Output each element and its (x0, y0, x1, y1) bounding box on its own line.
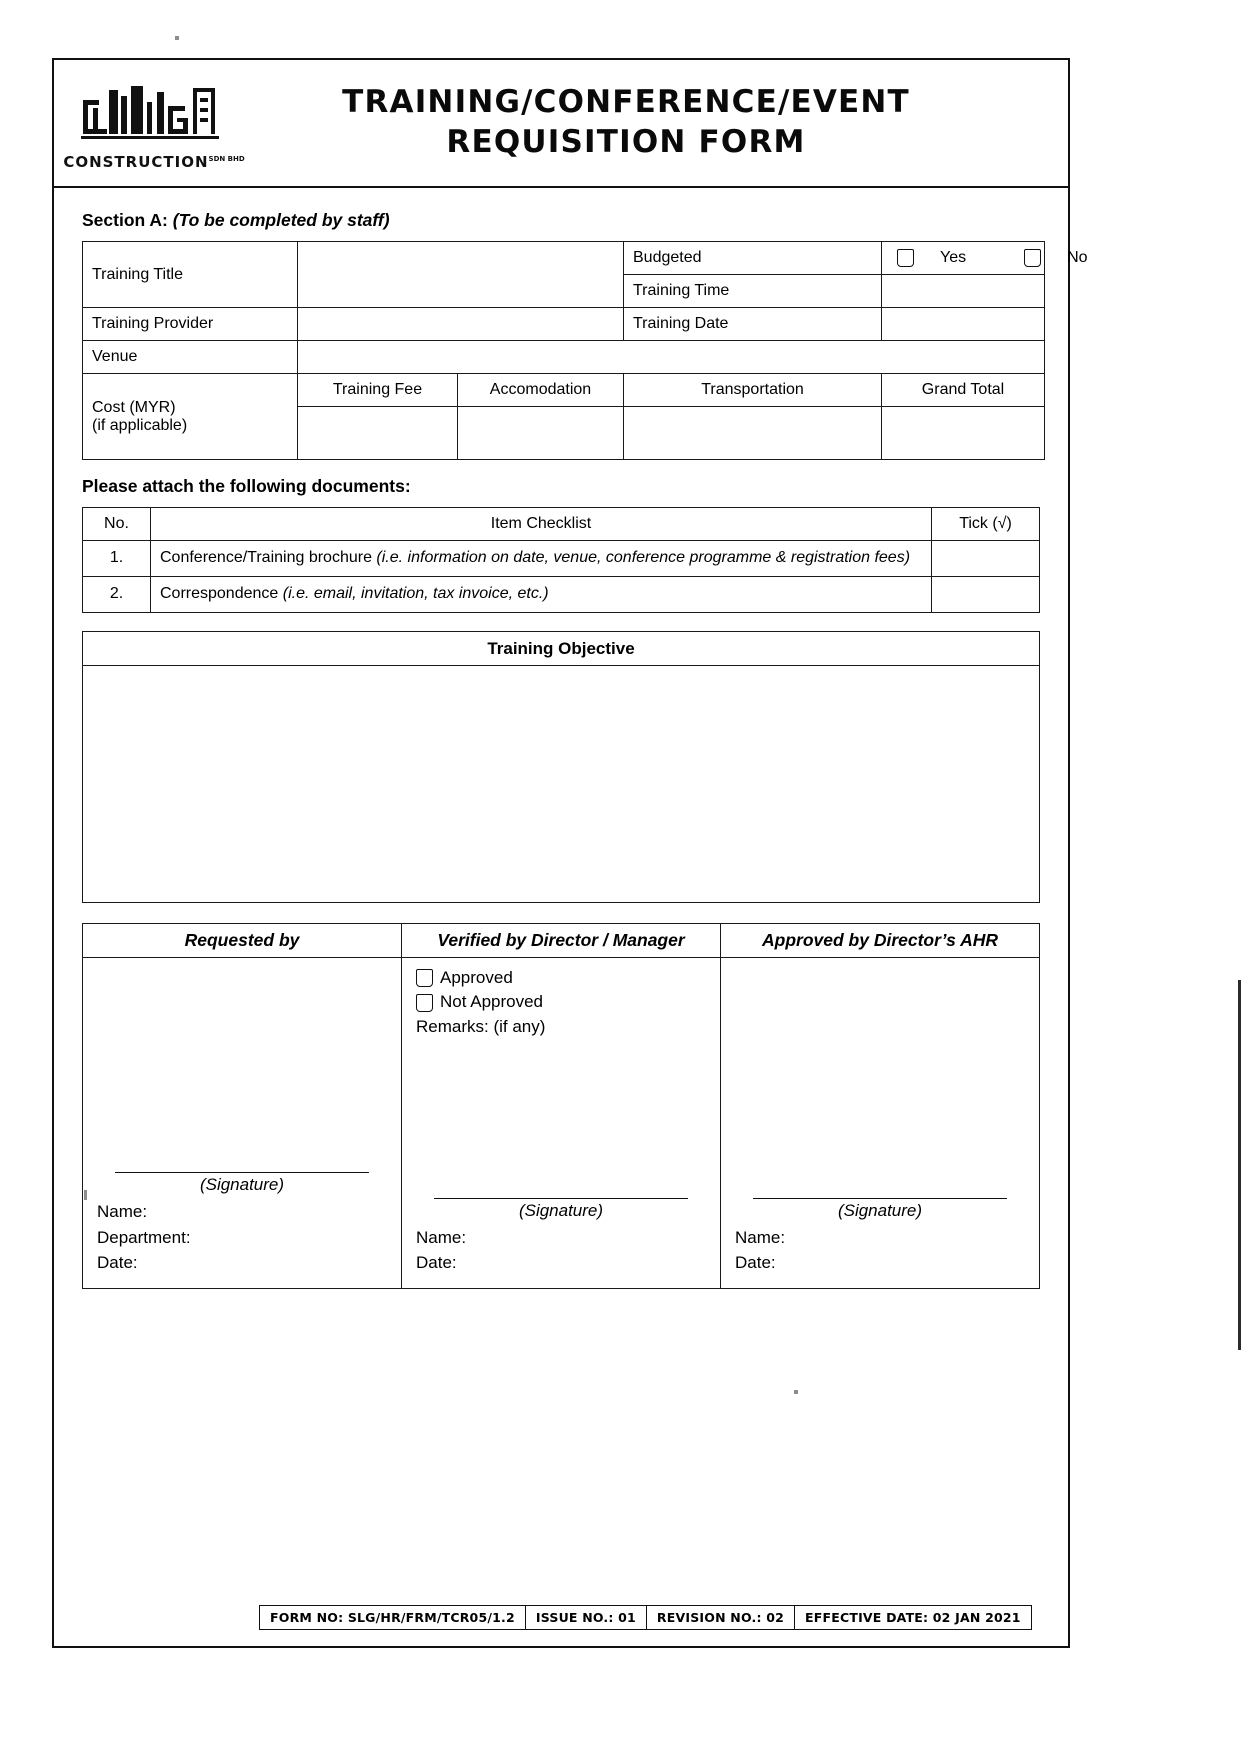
section-a-label: Section A: (To be completed by staff) (82, 210, 390, 230)
signoff-fields-requested (97, 1199, 387, 1276)
field-accomodation[interactable] (458, 407, 624, 460)
header-tick: Tick (√) (932, 508, 1040, 541)
signature-rule (753, 1198, 1007, 1199)
field-training-fee[interactable] (298, 407, 458, 460)
signature-caption-approved: (Signature) (837, 1200, 923, 1220)
checklist-item-2: Correspondence (i.e. email, invitation, tax invoice, etc.) (151, 576, 932, 612)
label-training-provider: Training Provider (83, 308, 298, 341)
label-budgeted-yes: Yes (940, 249, 967, 266)
scan-speck (794, 1390, 798, 1394)
budgeted-choice[interactable] (882, 242, 1088, 275)
signoff-approved-by (721, 924, 1039, 1288)
attachments-heading: Please attach the following documents: (82, 476, 411, 496)
label-venue: Venue (83, 341, 298, 374)
header-item-checklist: Item Checklist (151, 508, 932, 541)
signature-area-requested[interactable] (97, 966, 387, 1173)
field-training-provider[interactable] (298, 308, 624, 341)
checklist-no-1: 1. (83, 541, 151, 577)
checklist-tick-1[interactable] (932, 541, 1040, 577)
signoff-section (82, 923, 1040, 1289)
form-title (254, 83, 1068, 162)
signature-rule (434, 1198, 688, 1199)
signoff-verified-by (402, 924, 721, 1288)
scan-speck (84, 1190, 87, 1200)
label-remarks: Remarks: (if any) (416, 1016, 546, 1036)
training-objective-input[interactable] (83, 666, 1039, 902)
signoff-requested-by (83, 924, 402, 1288)
header-accomodation: Accomodation (458, 374, 624, 407)
signature-area-verified[interactable] (416, 1037, 706, 1198)
signature-caption-verified: (Signature) (518, 1200, 604, 1220)
header-no: No. (83, 508, 151, 541)
form-footer (259, 1605, 1032, 1630)
label-budgeted-no: No (1067, 249, 1088, 266)
checkbox-budgeted-yes[interactable] (897, 249, 914, 267)
field-department-requested[interactable]: Department: (97, 1227, 191, 1247)
signoff-title-approved: Approved by Director’s AHR (721, 924, 1039, 958)
header-training-fee: Training Fee (298, 374, 458, 407)
company-logo (54, 60, 254, 186)
checklist-table (82, 507, 1040, 613)
signoff-title-verified: Verified by Director / Manager (402, 924, 720, 958)
form-header (54, 60, 1068, 188)
field-transportation[interactable] (624, 407, 882, 460)
field-date-approved[interactable]: Date: (735, 1253, 776, 1273)
signoff-fields-verified (416, 1225, 706, 1276)
field-grand-total[interactable] (882, 407, 1045, 460)
label-approved: Approved (440, 967, 513, 987)
header-transportation: Transportation (624, 374, 882, 407)
label-not-approved: Not Approved (440, 992, 544, 1012)
checklist-no-2: 2. (83, 576, 151, 612)
option-not-approved[interactable] (416, 990, 706, 1015)
logo-mark-icon (69, 82, 239, 152)
scan-speck (175, 36, 179, 40)
field-training-time[interactable] (882, 275, 1045, 308)
training-objective-box (82, 631, 1040, 903)
form-page (52, 58, 1088, 1648)
label-training-time: Training Time (624, 275, 882, 308)
signoff-fields-approved (735, 1225, 1025, 1276)
signoff-title-requested: Requested by (83, 924, 401, 958)
label-cost: Cost (MYR) (if applicable) (83, 374, 298, 460)
field-date-requested[interactable]: Date: (97, 1253, 138, 1273)
field-training-date[interactable] (882, 308, 1045, 341)
field-name-requested[interactable]: Name: (97, 1202, 148, 1222)
checkbox-approved[interactable] (416, 969, 433, 987)
field-name-verified[interactable]: Name: (416, 1227, 467, 1247)
signature-caption-requested: (Signature) (199, 1175, 285, 1195)
label-training-date: Training Date (624, 308, 882, 341)
table-row (83, 541, 1040, 577)
footer-effective-date: EFFECTIVE DATE: 02 JAN 2021 (805, 1610, 1021, 1625)
label-training-title: Training Title (83, 242, 298, 308)
option-approved[interactable] (416, 966, 706, 991)
footer-form-no: FORM NO: SLG/HR/FRM/TCR05/1.2 (260, 1606, 526, 1629)
checkbox-not-approved[interactable] (416, 994, 433, 1012)
form-title-line1: TRAINING/CONFERENCE/EVENT (342, 84, 910, 121)
field-name-approved[interactable]: Name: (735, 1227, 786, 1247)
table-row (83, 576, 1040, 612)
signature-rule (115, 1172, 369, 1173)
header-grand-total: Grand Total (882, 374, 1045, 407)
footer-issue-no: ISSUE NO.: 01 (526, 1606, 647, 1629)
field-training-title[interactable] (298, 242, 624, 308)
field-venue[interactable] (298, 341, 1045, 374)
checklist-item-1: Conference/Training brochure (i.e. information on date, venue, conference programme & registration fees) (151, 541, 932, 577)
training-objective-title: Training Objective (83, 632, 1039, 666)
checklist-tick-2[interactable] (932, 576, 1040, 612)
signature-area-approved[interactable] (735, 966, 1025, 1198)
field-date-verified[interactable]: Date: (416, 1253, 457, 1273)
logo-wordmark: $CONSTRUCTION^{SDN BHD}$ (63, 152, 245, 171)
label-budgeted: Budgeted (624, 242, 882, 275)
checkbox-budgeted-no[interactable] (1024, 249, 1041, 267)
footer-revision-no: REVISION NO.: 02 (647, 1606, 795, 1629)
section-a-table (82, 241, 1088, 460)
form-title-line2: REQUISITION FORM (446, 124, 806, 160)
